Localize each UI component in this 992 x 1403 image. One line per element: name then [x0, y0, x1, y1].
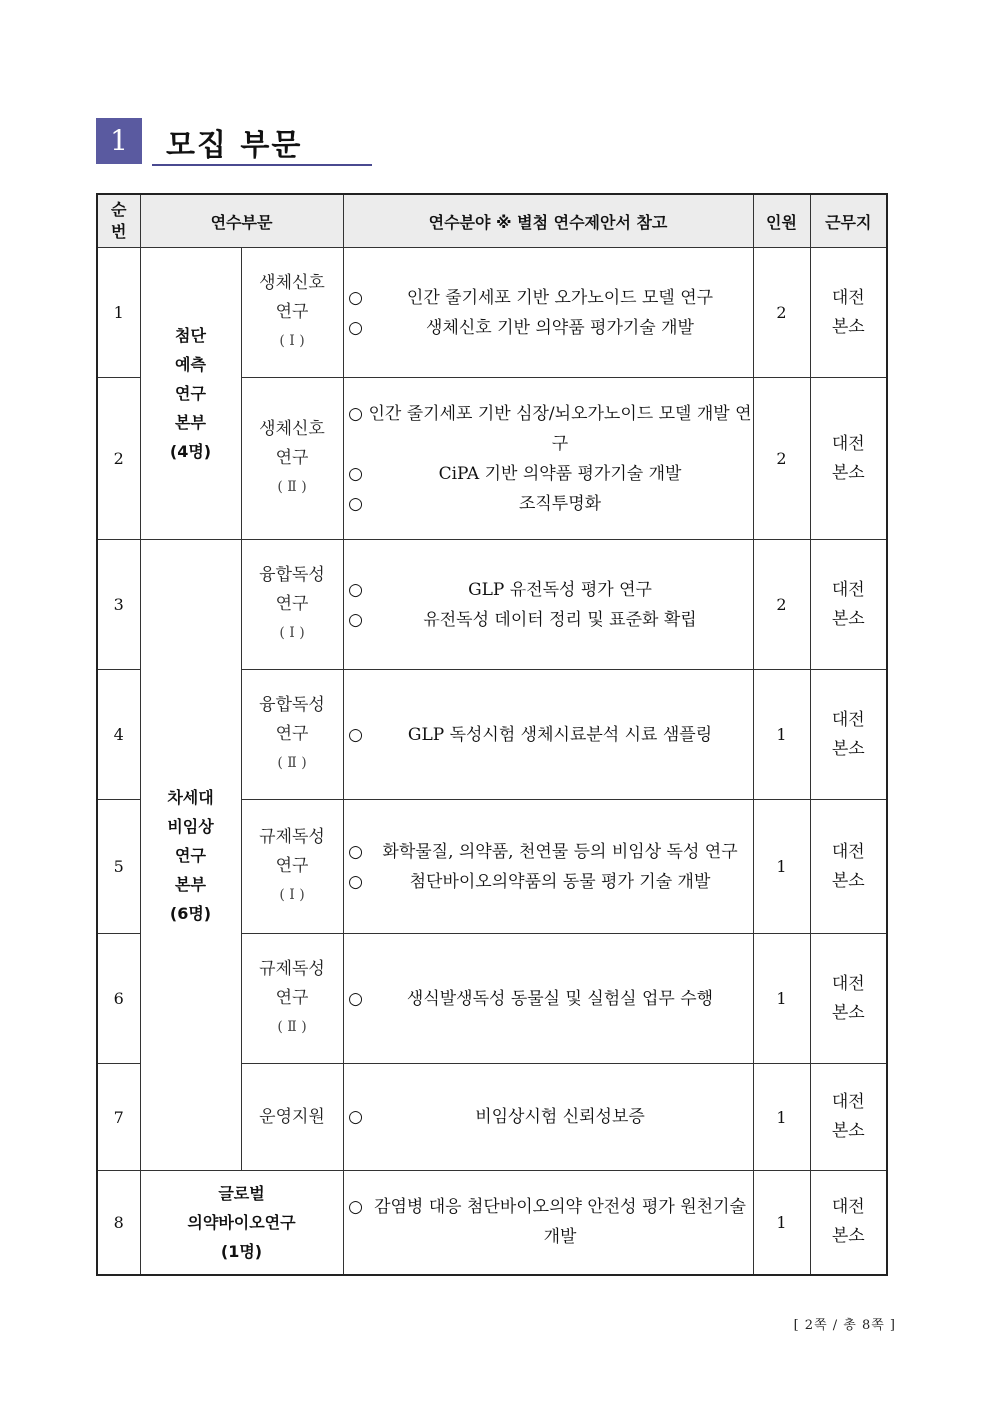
list-item: ○ 감염병 대응 첨단바이오의약 안전성 평가 원천기술 개발 [344, 1192, 753, 1252]
location-cell: 대전 본소 [810, 934, 887, 1064]
list-item: ○ 비임상시험 신뢰성보증 [344, 1102, 753, 1132]
department-cell: 규제독성 연구 ( Ⅱ ) [241, 934, 343, 1064]
bullet-icon: ○ [348, 871, 363, 892]
header-field: 연수분야 ※ 별첨 연수제안서 참고 [343, 194, 753, 248]
list-item: ○ 인간 줄기세포 기반 오가노이드 모델 연구 [344, 283, 753, 313]
row-number: 1 [97, 248, 140, 378]
count-cell: 2 [753, 248, 810, 378]
field-cell [343, 934, 753, 1064]
division-cell: 첨단 예측 연구 본부 (4명) [140, 248, 241, 540]
section-header [96, 118, 376, 168]
field-cell [343, 800, 753, 934]
location-cell: 대전 본소 [810, 800, 887, 934]
table-row [97, 540, 887, 670]
list-item: ○ 유전독성 데이터 정리 및 표준화 확립 [344, 605, 753, 635]
list-item: ○ GLP 독성시험 생체시료분석 시료 샘플링 [344, 720, 753, 750]
count-cell: 1 [753, 1171, 810, 1275]
section-number-badge: 1 [96, 118, 142, 164]
header-count: 인원 [753, 194, 810, 248]
division-cell: 차세대 비임상 연구 본부 (6명) [140, 540, 241, 1171]
department-cell: 융합독성 연구 ( Ⅰ ) [241, 540, 343, 670]
bullet-icon: ○ [348, 287, 363, 308]
list-item: ○ 첨단바이오의약품의 동물 평가 기술 개발 [344, 867, 753, 897]
count-cell: 1 [753, 1064, 810, 1171]
row-number: 7 [97, 1064, 140, 1171]
count-cell: 2 [753, 540, 810, 670]
department-cell: 운영지원 [241, 1064, 343, 1171]
list-item: ○ 생식발생독성 동물실 및 실험실 업무 수행 [344, 984, 753, 1014]
field-cell [343, 378, 753, 540]
count-cell: 2 [753, 378, 810, 540]
location-cell: 대전 본소 [810, 1171, 887, 1275]
location-cell: 대전 본소 [810, 540, 887, 670]
table-row [97, 1171, 887, 1275]
bullet-icon: ○ [348, 403, 363, 424]
location-cell: 대전 본소 [810, 378, 887, 540]
department-cell: 융합독성 연구 ( Ⅱ ) [241, 670, 343, 800]
row-number: 5 [97, 800, 140, 934]
section-underline [152, 164, 372, 166]
header-location: 근무지 [810, 194, 887, 248]
list-item: ○ GLP 유전독성 평가 연구 [344, 575, 753, 605]
division-cell: 글로벌 의약바이오연구 (1명) [140, 1171, 343, 1275]
list-item: ○ 인간 줄기세포 기반 심장/뇌오가노이드 모델 개발 연구 [344, 399, 753, 459]
page-footer: [ 2쪽 / 총 8쪽 ] [793, 1318, 896, 1333]
bullet-icon: ○ [348, 463, 363, 484]
department-cell: 생체신호 연구 ( Ⅱ ) [241, 378, 343, 540]
table-header-row [97, 194, 887, 248]
count-cell: 1 [753, 670, 810, 800]
header-division: 연수부문 [140, 194, 343, 248]
list-item: ○ CiPA 기반 의약품 평가기술 개발 [344, 459, 753, 489]
row-number: 4 [97, 670, 140, 800]
department-cell: 규제독성 연구 ( Ⅰ ) [241, 800, 343, 934]
row-number: 8 [97, 1171, 140, 1275]
row-number: 2 [97, 378, 140, 540]
field-cell [343, 670, 753, 800]
list-item: ○ 조직투명화 [344, 489, 753, 519]
department-cell: 생체신호 연구 ( Ⅰ ) [241, 248, 343, 378]
bullet-icon: ○ [348, 609, 363, 630]
bullet-icon: ○ [348, 724, 363, 745]
row-number: 6 [97, 934, 140, 1064]
row-number: 3 [97, 540, 140, 670]
field-cell [343, 248, 753, 378]
count-cell: 1 [753, 800, 810, 934]
bullet-icon: ○ [348, 317, 363, 338]
bullet-icon: ○ [348, 579, 363, 600]
bullet-icon: ○ [348, 1107, 363, 1127]
field-cell [343, 1171, 753, 1275]
list-item: ○ 생체신호 기반 의약품 평가기술 개발 [344, 313, 753, 343]
location-cell: 대전 본소 [810, 1064, 887, 1171]
recruitment-table [96, 193, 888, 1276]
bullet-icon: ○ [348, 1197, 363, 1218]
list-item: ○ 화학물질, 의약품, 천연물 등의 비임상 독성 연구 [344, 837, 753, 867]
field-cell [343, 540, 753, 670]
location-cell: 대전 본소 [810, 248, 887, 378]
table-row [97, 248, 887, 378]
bullet-icon: ○ [348, 493, 363, 514]
location-cell: 대전 본소 [810, 670, 887, 800]
count-cell: 1 [753, 934, 810, 1064]
header-num: 순 번 [97, 194, 140, 248]
bullet-icon: ○ [348, 841, 363, 862]
section-title: 모집 부문 [166, 128, 303, 163]
bullet-icon: ○ [348, 988, 363, 1009]
field-cell [343, 1064, 753, 1171]
